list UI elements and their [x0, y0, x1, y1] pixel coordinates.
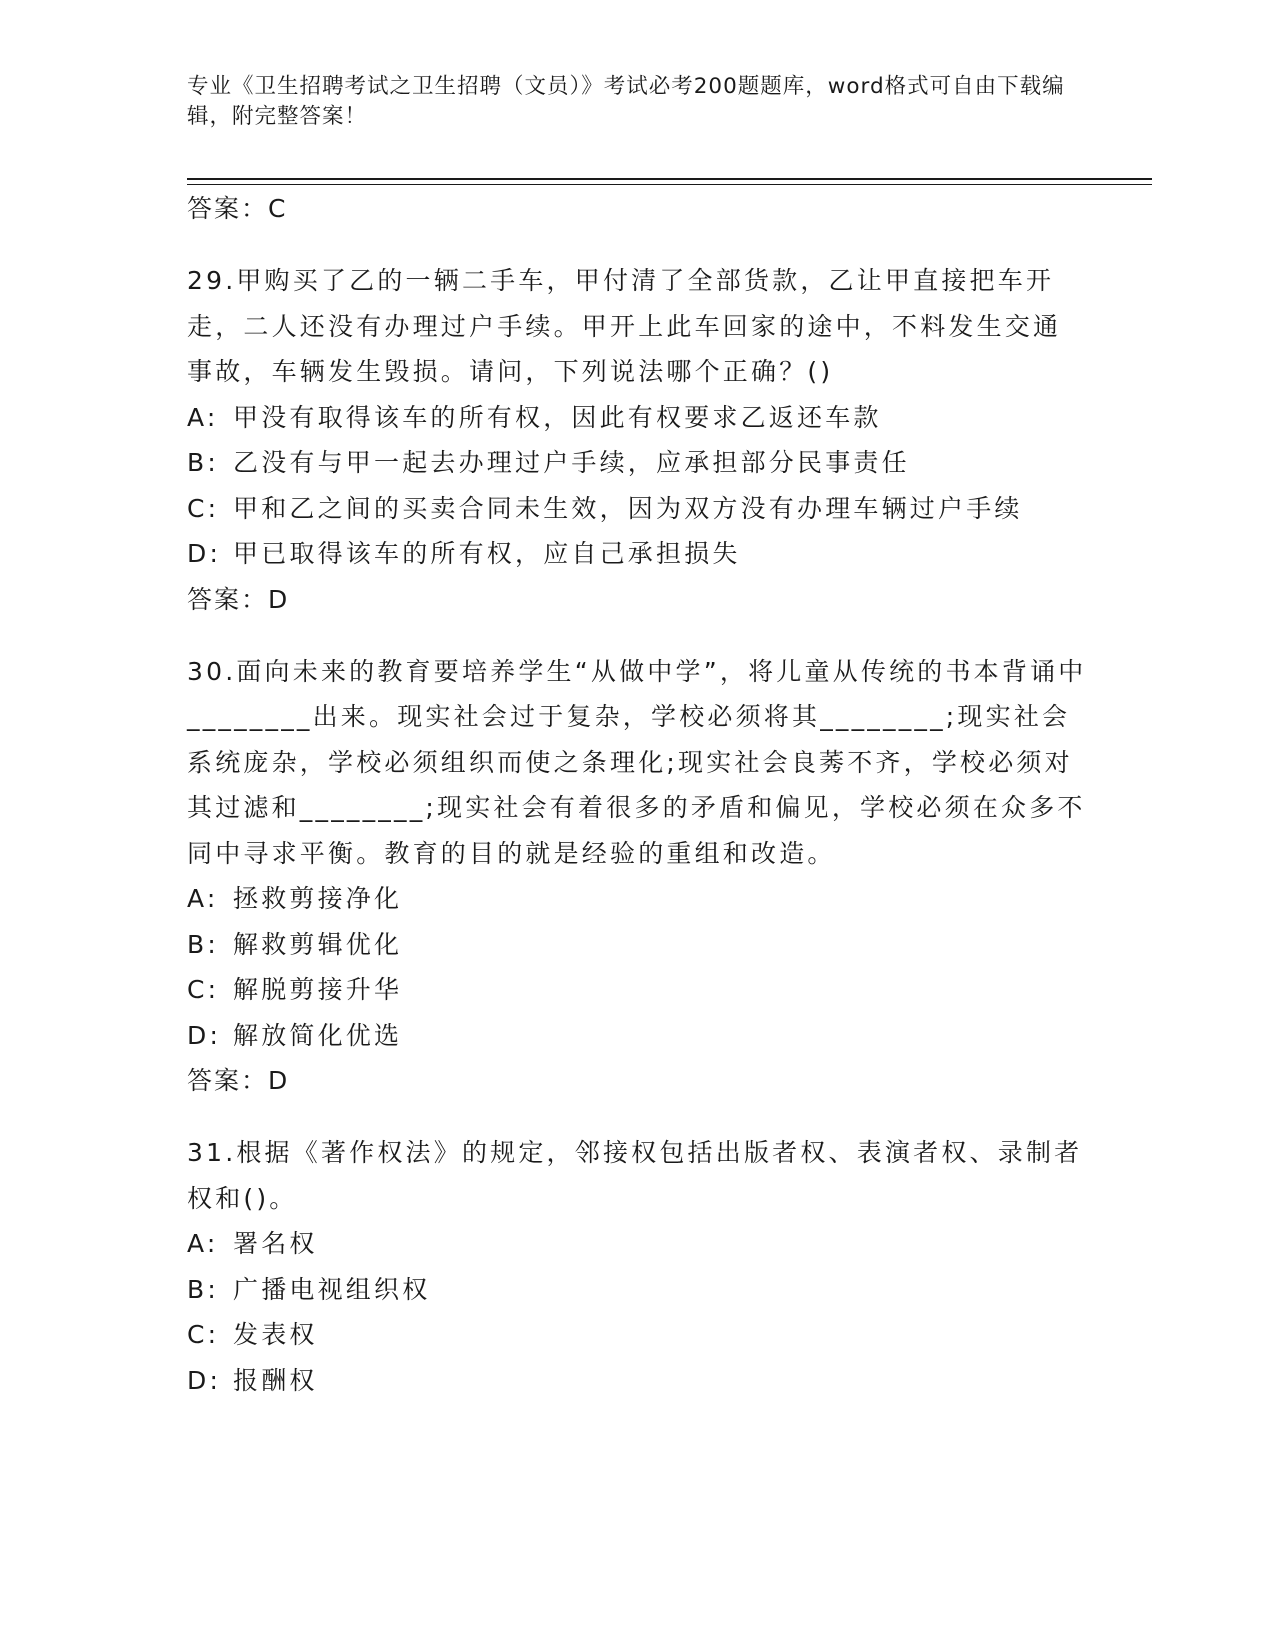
option-text: 拯救剪接净化 [233, 884, 403, 913]
option-text: 甲和乙之间的买卖合同未生效，因为双方没有办理车辆过户手续 [233, 493, 1023, 523]
option-letter: B: [187, 1274, 219, 1304]
option-b [187, 440, 1087, 486]
option-letter: C: [187, 975, 220, 1004]
page-header: 专业《卫生招聘考试之卫生招聘（文员）》考试必考200题题库，word格式可自由下载编辑，附完整答案！ [187, 74, 1065, 129]
option-text: 甲没有取得该车的所有权，因此有权要求乙返还车款 [233, 402, 882, 432]
option-text: 广播电视组织权 [233, 1274, 431, 1304]
option-text: 解放简化优选 [233, 1020, 403, 1050]
option-text: 解救剪辑优化 [233, 929, 403, 959]
option-c [187, 967, 1087, 1013]
option-d [187, 1358, 1087, 1404]
option-letter: D: [187, 539, 222, 568]
question-stem: 30.面向未来的教育要培养学生“从做中学”，将儿童从传统的书本背诵中________出来。现实社会过于复杂，学校必须将其________;现实社会系统庞杂，学校必须组织而使之条理化;现实社会良莠不齐，学校必须对其过滤和________;现实社会有着很多的矛盾和偏见，学校必须在众多不同中寻求平衡。教育的目的就是经验的重组和改造。 [187, 656, 1087, 868]
option-b [187, 922, 1087, 968]
option-a [187, 395, 1087, 441]
option-letter: C: [187, 493, 220, 523]
option-text: 解脱剪接升华 [233, 975, 403, 1004]
option-d [187, 1013, 1087, 1059]
header-rule-thin [187, 184, 1152, 185]
option-c [187, 1312, 1087, 1358]
option-text: 署名权 [233, 1229, 318, 1258]
option-letter: D: [187, 1020, 222, 1050]
option-text: 乙没有与甲一起去办理过户手续，应承担部分民事责任 [233, 448, 910, 477]
question-stem: 31.根据《著作权法》的规定，邻接权包括出版者权、表演者权、录制者权和()。 [187, 1138, 1083, 1213]
document-body [187, 186, 1087, 1403]
option-letter: A: [187, 402, 219, 432]
option-letter: A: [187, 1229, 219, 1258]
answer-line: 答案：C [187, 194, 288, 223]
option-text: 报酬权 [233, 1365, 318, 1395]
option-letter: B: [187, 929, 219, 959]
question-block [187, 1130, 1087, 1403]
option-d [187, 531, 1087, 577]
option-c [187, 486, 1087, 532]
option-letter: D: [187, 1365, 222, 1395]
option-letter: C: [187, 1320, 220, 1349]
question-block [187, 649, 1087, 1105]
option-text: 发表权 [233, 1320, 318, 1349]
option-letter: B: [187, 448, 219, 477]
option-letter: A: [187, 884, 219, 913]
option-a [187, 1221, 1087, 1267]
question-stem: 29.甲购买了乙的一辆二手车，甲付清了全部货款，乙让甲直接把车开走，二人还没有办理过户手续。甲开上此车回家的途中，不料发生交通事故，车辆发生毁损。请问，下列说法哪个正确？() [187, 266, 1062, 386]
option-b [187, 1267, 1087, 1313]
header-rule-thick [187, 178, 1152, 180]
answer-line: 答案：D [187, 584, 290, 614]
option-a [187, 876, 1087, 922]
question-block [187, 258, 1087, 623]
option-text: 甲已取得该车的所有权，应自己承担损失 [233, 539, 741, 568]
answer-line: 答案：D [187, 1066, 290, 1095]
